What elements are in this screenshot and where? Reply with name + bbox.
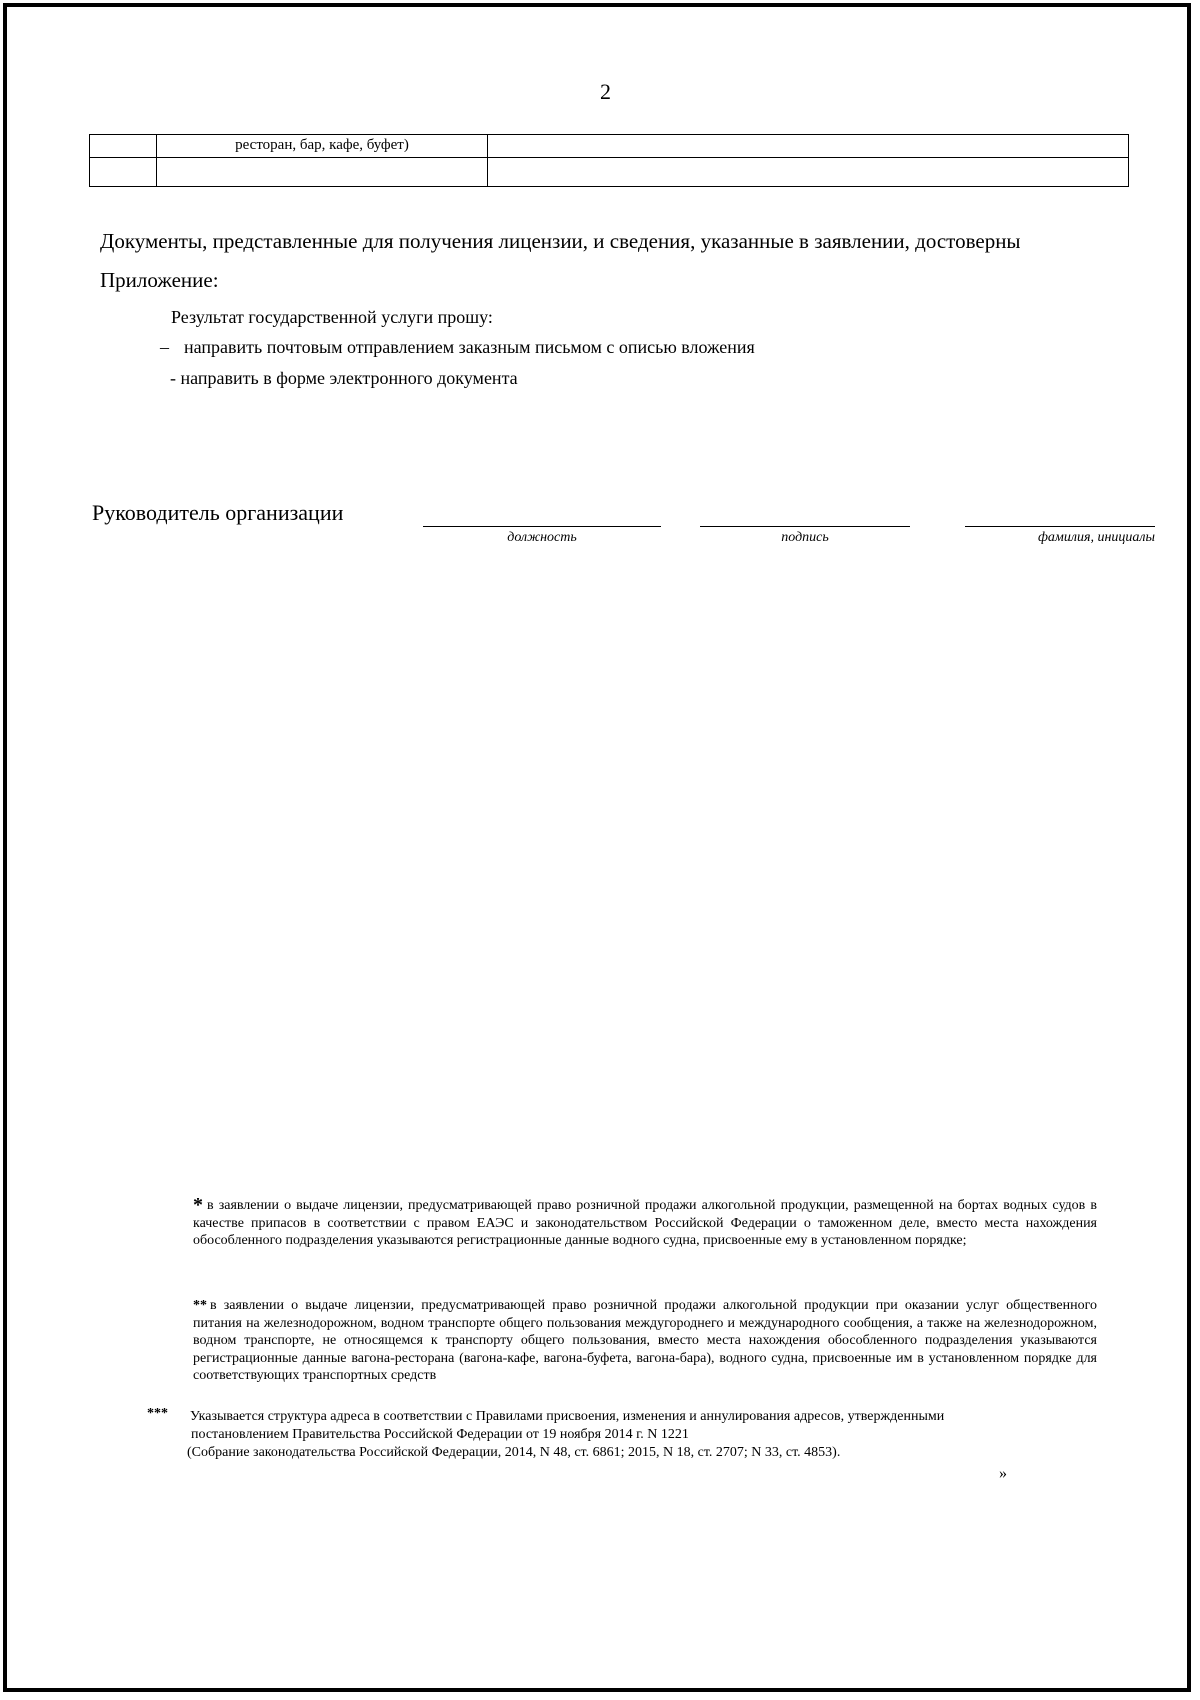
footnote-3-mark: *** [147, 1406, 168, 1421]
position-line [423, 526, 661, 527]
name-caption: фамилия, инициалы [1037, 530, 1155, 545]
footnote-3-line-2: постановлением Правительства Российской Федерации от 19 ноября 2014 г. N 1221 [191, 1427, 689, 1442]
footnote-2-text: в заявлении о выдаче лицензии, предусматривающей право розничной продажи алкогольной продукции при оказании услуг общественного питания на железнодорожном, водном транспорте общего пользования междугороднего и международного сообщения, а также на железнодорожном, водном транспорте, не относящемся к транспорту общего пользования, вместо места нахождения обособленного подразделения указываются регистрационные данные вагона-ресторана (вагона-кафе, вагона-буфета, вагона-бара), водного судна, присвоенные им в установленном порядке для соответствующих транспортных средств [193, 1298, 1097, 1383]
appendix-label: Приложение: [100, 268, 219, 292]
result-option-mail-text: направить почтовым отправлением заказным письмом с описью вложения [184, 337, 755, 357]
footnote-3-line-3: (Собрание законодательства Российской Федерации, 2014, N 48, ст. 6861; 2015, N 18, ст. 2707; N 33, ст. 4853). [187, 1445, 841, 1460]
footnote-2 [193, 1297, 1097, 1385]
footnote-1 [193, 1194, 1097, 1250]
page-number: 2 [600, 79, 611, 104]
footnote-2-mark: ** [193, 1298, 207, 1313]
position-caption: должность [507, 530, 577, 545]
result-request-title: Результат государственной услуги прошу: [171, 307, 493, 327]
table-cell [157, 158, 488, 187]
table-cell [90, 158, 157, 187]
result-option-mail [160, 336, 755, 358]
authenticity-statement: Документы, представленные для получения лицензии, и сведения, указанные в заявлении, достоверны [100, 229, 1021, 253]
table-cell [488, 158, 1129, 187]
result-option-electronic: - направить в форме электронного документа [170, 368, 518, 388]
table-row [90, 158, 1129, 187]
footnote-1-text: в заявлении о выдаче лицензии, предусматривающей право розничной продажи алкогольной продукции, размещенной на бортах водных судов в качестве припасов в соответствии с правом ЕАЭС и законодательством Российской Федерации о таможенном деле, вместо места нахождения обособленного подразделения указываются регистрационные данные водного судна, присвоенные ему в установленном порядке; [193, 1198, 1097, 1248]
list-dash: – [160, 337, 169, 357]
table-cell: ресторан, бар, кафе, буфет) [157, 135, 488, 158]
license-table-fragment [89, 134, 1129, 187]
name-line [965, 526, 1155, 527]
footnote-3 [187, 1408, 1087, 1462]
table-cell [90, 135, 157, 158]
signature-caption: подпись [781, 530, 829, 545]
closing-quote: » [999, 1465, 1007, 1482]
table-row [90, 135, 1129, 158]
footnote-3-line-1: Указывается структура адреса в соответствии с Правилами присвоения, изменения и аннулирования адресов, утвержденными [190, 1409, 945, 1424]
signature-title: Руководитель организации [92, 500, 344, 525]
table-cell [488, 135, 1129, 158]
footnote-1-mark: * [193, 1194, 203, 1216]
signature-line [700, 526, 910, 527]
